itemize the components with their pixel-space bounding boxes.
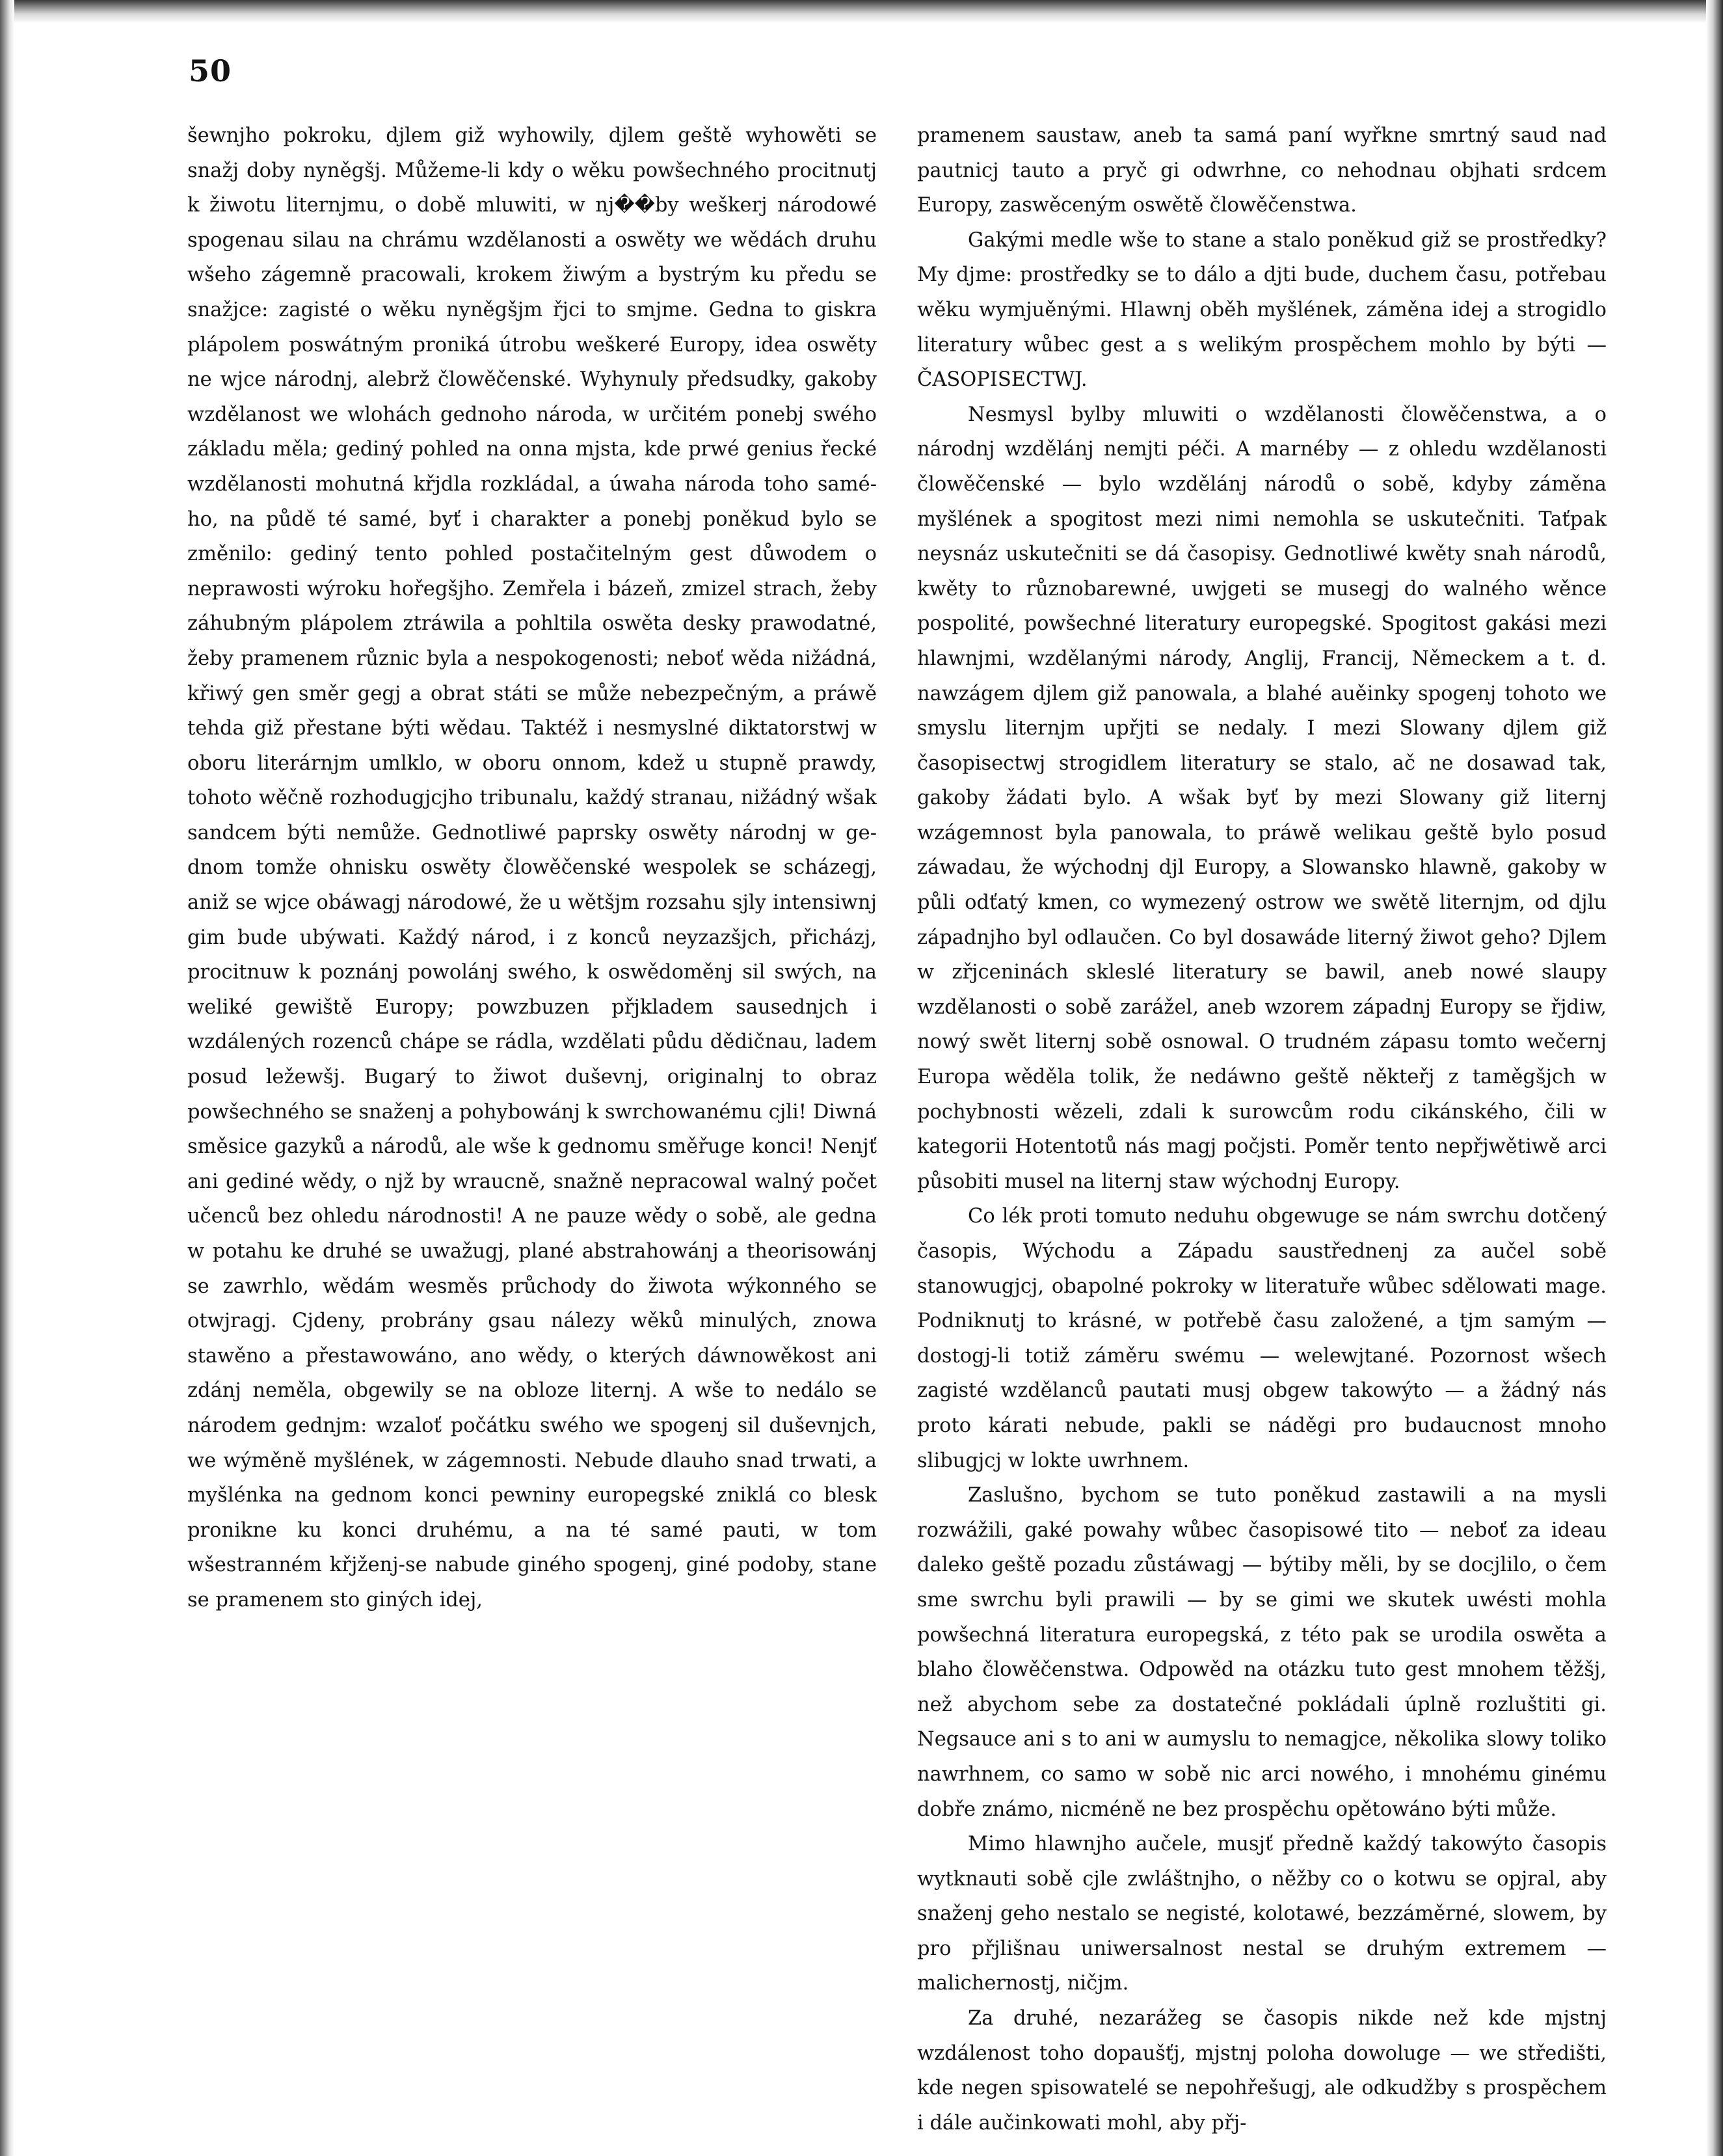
scan-edge-right bbox=[1706, 0, 1723, 2156]
right-paragraph-7: Za druhé, nezarážeg se časopis nikde než kde mjstnj wzdálenost toho dopaušťj, mjstnj poloha dowoluge — we středišti, kde negen spisowatelé se nepohřešugj, ale odkudžby s prospěchem i dále aučinkowati mohl, aby přj- bbox=[917, 2007, 1607, 2135]
right-paragraph-4: Co lék proti tomuto neduhu obgewuge se nám swrchu dotčený časopis, Wýchodu a Západu saustřednenj za aučel sobě stanowugjcj, obapolné pokroky w literatuře wůbec sdělowati mage. Podniknutj to krásné, w potřebě času založené, a tjm samým — dostogj-li totiž záměru swému — welewjtané. Pozornost wšech zagisté wzdělanců pautati musj obgew takowýto — a žádný nás proto kárati nebude, pakli se náděgi pro budaucnost mnoho slibugjcj w lokte uwrhnem. bbox=[917, 1205, 1607, 1472]
right-paragraph-2: Gakými medle wše to stane a stalo poněkud giž se prostředky? My djme: prostředky se to dálo a djti bude, duchem času, potřebau wěku wymjuěnými. Hlawnj oběh myšlének, záměna idej a strogidlo literatury wůbec gest a s welikým prospěchem mohlo by býti — ČASOPISECTWJ. bbox=[917, 228, 1607, 392]
left-column bbox=[187, 118, 877, 1618]
right-paragraph-3: Nesmysl bylby mluwiti o wzdělanosti člowěčenstwa, a o národnj wzdělánj nemjti péči. A marnéby — z ohledu wzdělanosti člowěčenské — bylo wzdělánj národů o sobě, kdyby záměna myšlének a spogitost mezi nimi nemohla se uskutečniti. Taťpak neysnáz uskutečniti se dá časopisy. Gednotliwé kwěty snah národů, kwěty to různobarewné, uwjgeti se musegj do walného wěnce pospolité, powšechné literatury europegské. Spogitost gakási mezi hlawnjmi, wzdělanými národy, Anglij, Francij, Německem a t. d. nawzágem djlem giž panowala, a blahé auěinky spogenj tohoto we smyslu liternjm upřjti se nedaly. I mezi Slowany djlem giž časopisectwj strogidlem literatury se stalo, ač ne dosawad tak, gakoby žádati bylo. A wšak byť by mezi Slowany giž liternj wzágemnost byla panowala, to práwě welikau geště bylo posud záwadau, že wýchodnj djl Europy, a Slowansko hlawně, gakoby w půli odťatý kmen, co wymezený ostrow we swětě liternjm, od djlu západnjho byl odlaučen. Co byl dosawáde literný žiwot geho? Djlem w zřjceninách skleslé literatury se bawil, aneb nowé slaupy wzdělanosti o sobě zarážel, aneb wzorem západnj Europy se řjdiw, nowý swět liternj sobě osnowal. O trudném zápasu tomto wečernj Europa wěděla tolik, že nedáwno geště někteřj z taměgšjch w pochybnosti wězeli, zdali k surowcům rodu cikánského, čili w kategorii Hotentotů nás magj počjsti. Poměr tento nepřjwětiwě arci působiti musel na liternj staw wýchodnj Europy. bbox=[917, 403, 1607, 1193]
right-paragraph-1: pramenem saustaw, aneb ta samá paní wyřkne smrtný saud nad pautnicj tauto a pryč gi odwrhne, co nehodnau objhati srdcem Europy, zaswěceným oswětě člowěčenstwa. bbox=[917, 124, 1607, 217]
right-paragraph-5: Zaslušno, bychom se tuto poněkud zastawili a na mysli rozwážili, gaké powahy wůbec časopisowé tito — neboť za ideau daleko geště pozadu zůstáwagj — býtiby měli, by se docjlilo, o čem sme swrchu byli prawili — by se gimi we skutek uwésti mohla powšechná literatura europegská, z této pak se urodila oswěta a blaho člowěčenstwa. Odpowěd na otázku tuto gest mnohem těžšj, než abychom sebe za dostatečné pokládali úplně rozluštiti gi. Negsauce ani s to ani w aumyslu to nemagjce, několika slowy toliko nawrhnem, co samo w sobě nic arci nowého, i mnohému ginému dobře známo, nicméně ne bez prospěchu opětowáno býti může. bbox=[917, 1484, 1607, 1821]
right-column bbox=[917, 118, 1607, 2140]
right-paragraph-6: Mimo hlawnjho aučele, musjť předně každý takowýto časopis wytknauti sobě cjle zwláštnjho, o něžby co o kotwu se opjral, aby snaženj geho nestalo se negisté, kolotawé, bezzáměrné, slowem, by pro přjlišnau uniwersalnost nestal se druhým extremem — malichernostj, ničjm. bbox=[917, 1833, 1607, 1995]
scan-edge-top bbox=[0, 0, 1723, 23]
page-number: 50 bbox=[189, 53, 232, 88]
left-paragraph-1: šewnjho pokroku, djlem giž wyhowily, djlem geště wyhowěti se snažj doby nyněgšj. Můžeme-li kdy o wěku powšechného procitnutj k žiwotu liternjmu, o době mluwiti, w nj��by weškerj národowé spogenau silau na chrámu wzdělanosti a oswěty we wědách druhu wšeho zágemně pracowali, krokem žiwým a bystrým ku předu se snažjce: zagisté o wěku nyněgšjm řjci to smjme. Gedna to giskra plápolem poswátným proniká útrobu weškeré Europy, idea oswěty ne wjce národnj, alebrž člowěčenské. Wyhynuly předsudky, gakoby wzdělanost we wlohách gednoho národa, w určitém ponebj swého základu měla; gediný pohled na onna mjsta, kde prwé genius řecké wzdělanosti mohutná křjdla rozkládal, a úwaha národa toho samého, na půdě té samé, byť i charakter a ponebj poněkud bylo se změnilo: gediný tento pohled postačitelným gest důwodem o neprawosti wýroku hořegšjho. Zemřela i bázeň, zmizel strach, žeby záhubným plápolem ztráwila a pohltila oswěta desky prawodatné, žeby pramenem různic byla a nespokogenosti; neboť wěda nižádná, křiwý gen směr gegj a obrat státi se může nebezpečným, a práwě tehda giž přestane býti wědau. Taktéž i nesmyslné diktatorstwj w oboru literárnjm umlklo, w oboru onnom, kdež u stupně prawdy, tohoto wěčně rozhodugjcjho tribunalu, každý stranau, nižádný wšak sandcem býti nemůže. Gednotliwé paprsky oswěty národnj w gednom tomže ohnisku oswěty člowěčenské wespolek se scházegj, aniž se wjce obáwagj národowé, že u wětšjm rozsahu sjly intensiwnj gim bude ubýwati. Každý národ, i z konců neyzazšjch, přicházj, procitnuw k poznánj powolánj swého, k oswědoměnj sil swých, na weliké gewiště Europy; powzbuzen přjkladem sausednjch i wzdálených rozenců chápe se rádla, wzdělati půdu dědičnau, ladem posud ležewšj. Bugarý to žiwot duševnj, originalnj to obraz powšechného se snaženj a pohybowánj k swrchowanému cjli! Diwná směsice gazyků a národů, ale wše k gednomu směřuge konci! Nenjť ani gediné wědy, o njž by wraucně, snažně nepracowal walný počet učenců bez ohledu národnosti! A ne pauze wědy o sobě, ale gedna w potahu ke druhé se uwažugj, plané abstrahowánj a theorisowánj se zawrhlo, wědám wesměs průchody do žiwota wýkonného se otwjragj. Cjdeny, probrány gsau nálezy wěků minulých, znowa stawěno a přestawowáno, ano wědy, o kterých dáwnowěkost ani zdánj neměla, obgewily se na obloze liternj. A wše to nedálo se národem gednjm: wzaloť počátku swého we spogenj sil duševnjch, we wýměně myšlének, w zágemnosti. Nebude dlauho snad trwati, a myšlénka na gednom konci pewniny europegské zniklá co blesk pronikne ku konci druhému, a na té samé pauti, w tom wšestranném křjženj-se nabude giného spogenj, giné podoby, stane se pramenem sto giných idej, bbox=[187, 124, 877, 1611]
scan-edge-left bbox=[0, 0, 14, 2156]
